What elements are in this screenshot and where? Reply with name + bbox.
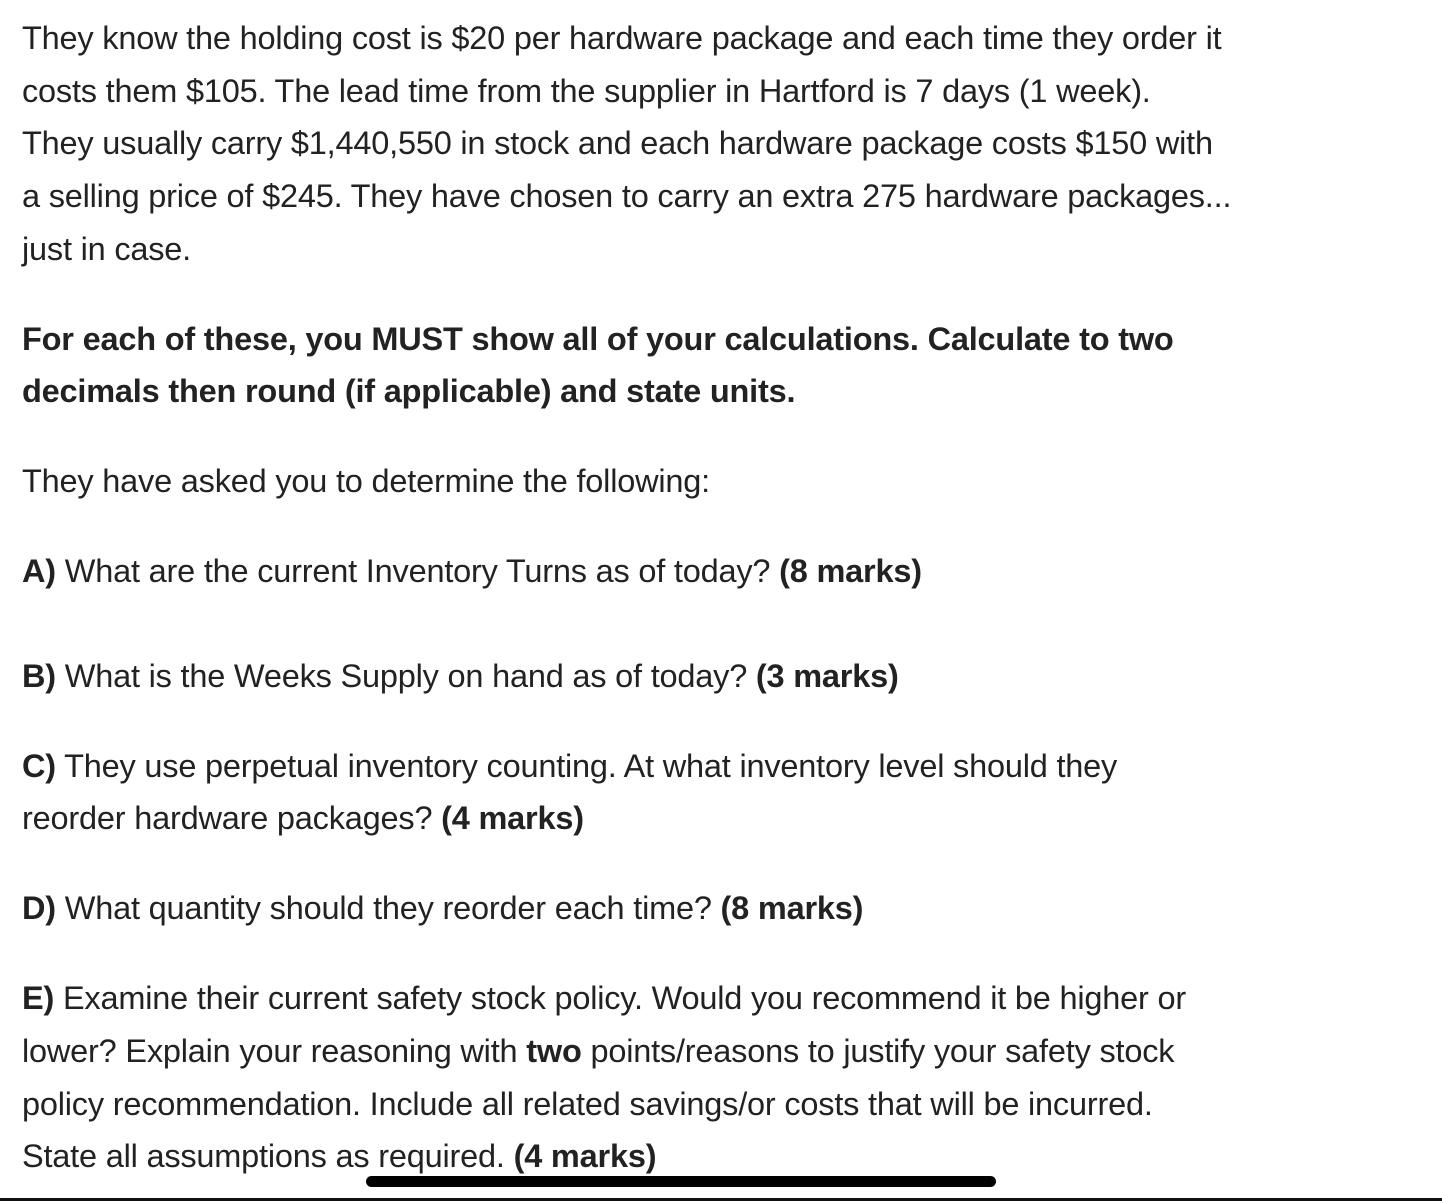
question-letter: A) — [22, 553, 56, 589]
instructions-line: For each of these, you MUST show all of your calculations. Calculate to two — [22, 321, 1174, 357]
question-marks: (4 marks) — [441, 800, 584, 836]
bottom-divider — [0, 1198, 1442, 1201]
question-text: What are the current Inventory Turns as of today? — [55, 553, 780, 589]
question-text: reorder hardware packages? — [22, 800, 442, 836]
question-text: What is the Weeks Supply on hand as of today? — [55, 658, 756, 694]
question-marks: (4 marks) — [513, 1138, 657, 1174]
intro-line: just in case. — [22, 231, 192, 267]
question-letter: D) — [22, 890, 56, 926]
intro-line: They know the holding cost is $20 per hardware package and each time they order it — [22, 20, 1222, 56]
question-letter: B) — [22, 658, 56, 694]
intro-line: a selling price of $245. They have chosen to carry an extra 275 hardware packages... — [22, 178, 1232, 214]
question-text: What quantity should they reorder each time? — [55, 890, 721, 926]
question-a — [22, 545, 922, 597]
intro-line: They usually carry $1,440,550 in stock and each hardware package costs $150 with — [22, 125, 1213, 161]
question-text: lower? Explain your reasoning with — [22, 1033, 527, 1069]
question-b — [22, 650, 899, 702]
intro-line: costs them $105. The lead time from the supplier in Hartford is 7 days (1 week). — [22, 73, 1151, 109]
question-marks: (8 marks) — [720, 890, 864, 926]
question-letter: C) — [22, 748, 56, 784]
question-marks: (8 marks) — [779, 553, 922, 589]
question-letter: E) — [22, 980, 55, 1016]
prompt-text: They have asked you to determine the following: — [22, 463, 710, 499]
question-text: Examine their current safety stock policy. Would you recommend it be higher or — [54, 980, 1186, 1016]
question-marks: (3 marks) — [755, 658, 899, 694]
instructions-line: decimals then round (if applicable) and state units. — [22, 373, 796, 409]
question-d — [22, 882, 863, 934]
question-text: points/reasons to justify your safety stock — [581, 1033, 1175, 1069]
question-text: policy recommendation. Include all related savings/or costs that will be incurred. — [22, 1086, 1153, 1122]
emphasis-text: two — [526, 1033, 582, 1069]
home-indicator[interactable] — [366, 1176, 996, 1187]
question-text: They use perpetual inventory counting. At what inventory level should they — [55, 748, 1118, 784]
question-text: State all assumptions as required. — [22, 1138, 514, 1174]
